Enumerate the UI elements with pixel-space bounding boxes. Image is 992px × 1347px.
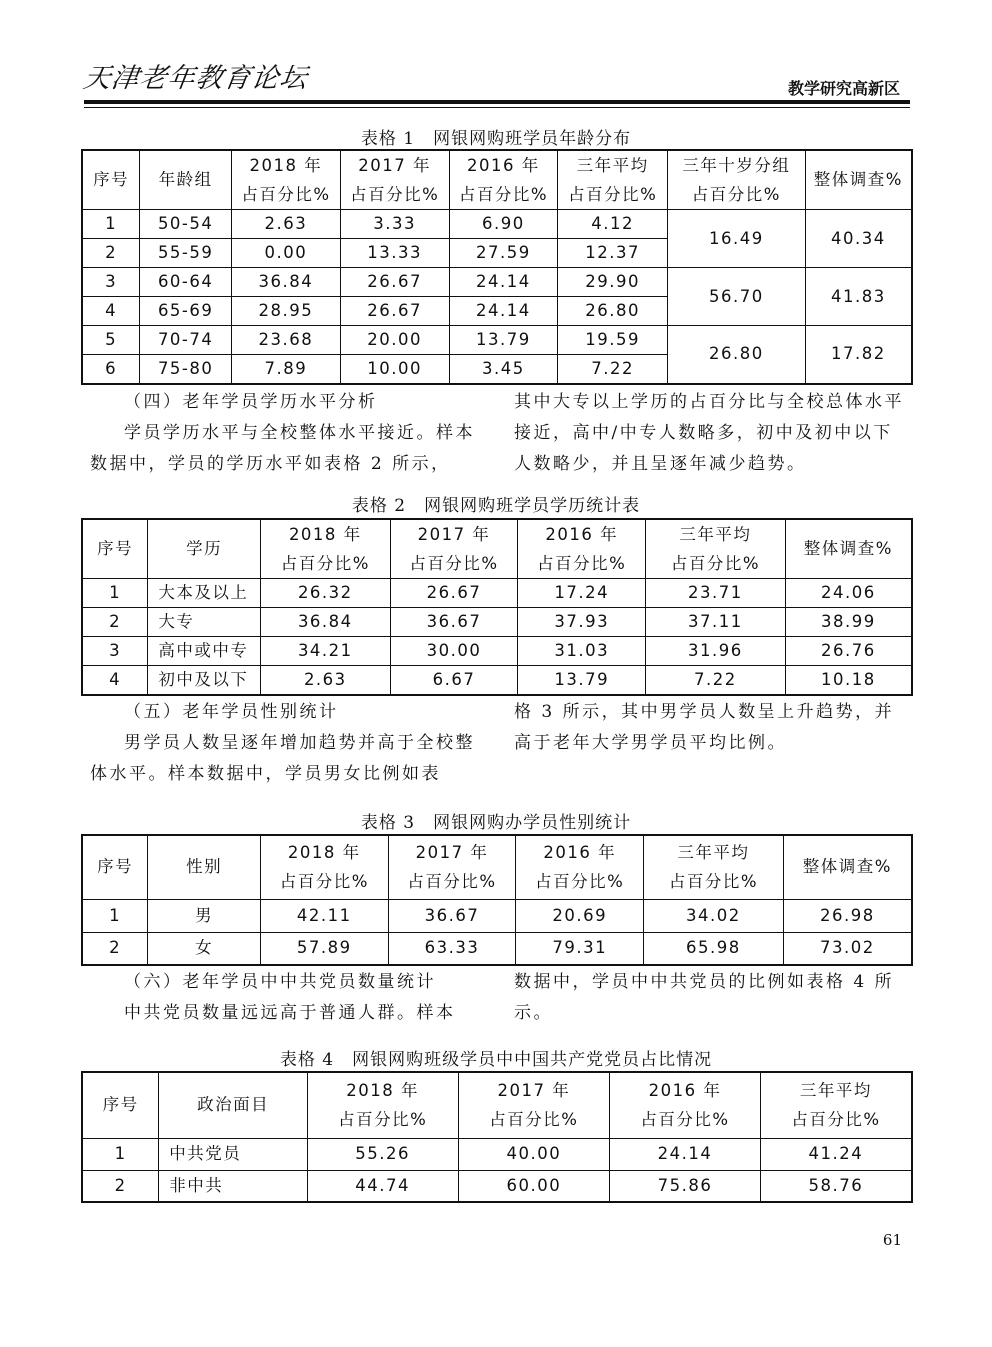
- cell-2017: 30.00: [390, 637, 518, 666]
- cell-no: 3: [82, 268, 140, 297]
- header-2016: 2016 年 占百分比%: [518, 519, 646, 579]
- section4-paragraph-cont: 其中大专以上学历的占百分比与全校总体水平接近，高中/中专人数略多，初中及初中以下人数略少，并且呈逐年减少趋势。: [514, 392, 904, 474]
- section5-paragraph-cont: 格 3 所示，其中男学员人数呈上升趋势，并高于老年大学男学员平均比例。: [514, 702, 895, 753]
- table-row: [82, 326, 912, 355]
- cell-2016: 13.79: [449, 326, 558, 355]
- cell-age-group: 50-54: [140, 210, 232, 239]
- journal-logo: 天津老年教育论坛: [81, 63, 310, 94]
- header-2017: 2017 年 占百分比%: [340, 150, 449, 210]
- cell-2016: 20.69: [516, 899, 644, 932]
- header-no: 序号: [82, 1072, 159, 1138]
- section4-left-column: [90, 387, 480, 480]
- cell-2017: 40.00: [458, 1138, 610, 1170]
- cell-2016: 24.14: [610, 1138, 761, 1170]
- table-row: [82, 666, 912, 695]
- cell-no: 2: [82, 239, 140, 268]
- cell-2018: 23.68: [232, 326, 341, 355]
- cell-2016: 37.93: [518, 608, 646, 637]
- cell-overall: 10.18: [785, 666, 912, 695]
- table2-caption: 表格 2 网银网购班学员学历统计表: [351, 496, 641, 516]
- cell-gender: 男: [148, 899, 261, 932]
- cell-2018: 36.84: [260, 608, 390, 637]
- cell-no: 6: [82, 355, 140, 384]
- header-2017: 2017 年 占百分比%: [388, 835, 516, 899]
- cell-overall: 73.02: [783, 932, 912, 965]
- table-row: [82, 608, 912, 637]
- table-row: [82, 899, 912, 932]
- cell-2018: 0.00: [232, 239, 341, 268]
- cell-political-status: 中共党员: [159, 1138, 308, 1170]
- table-row: [82, 1170, 912, 1202]
- cell-2017: 26.67: [340, 268, 449, 297]
- header-overall: 整体调查%: [805, 150, 912, 210]
- cell-avg: 58.76: [760, 1170, 912, 1202]
- cell-no: 1: [82, 899, 148, 932]
- cell-age-group: 65-69: [140, 297, 232, 326]
- header-overall: 整体调查%: [785, 519, 912, 579]
- header-2018: 2018 年 占百分比%: [260, 519, 390, 579]
- header-2018: 2018 年 占百分比%: [232, 150, 341, 210]
- cell-education: 大专: [148, 608, 261, 637]
- cell-2017: 13.33: [340, 239, 449, 268]
- cell-2017: 63.33: [388, 932, 516, 965]
- cell-2016: 27.59: [449, 239, 558, 268]
- cell-2018: 55.26: [307, 1138, 458, 1170]
- cell-avg: 7.22: [558, 355, 668, 384]
- cell-2017: 26.67: [390, 579, 518, 608]
- cell-2018: 2.63: [260, 666, 390, 695]
- section4-right-column: [514, 387, 906, 480]
- table3-gender-stats: [81, 834, 913, 966]
- cell-2018: 2.63: [232, 210, 341, 239]
- cell-2017: 20.00: [340, 326, 449, 355]
- section6-left-column: [90, 967, 480, 1029]
- cell-no: 1: [82, 210, 140, 239]
- cell-no: 4: [82, 297, 140, 326]
- cell-no: 4: [82, 666, 148, 695]
- cell-2016: 6.90: [449, 210, 558, 239]
- header-gender: 性别: [148, 835, 261, 899]
- cell-overall: 41.83: [805, 268, 912, 326]
- cell-avg: 34.02: [644, 899, 784, 932]
- header-education: 学历: [148, 519, 261, 579]
- cell-2018: 34.21: [260, 637, 390, 666]
- table-row: [82, 932, 912, 965]
- cell-2017: 26.67: [340, 297, 449, 326]
- cell-age-group: 75-80: [140, 355, 232, 384]
- header-no: 序号: [82, 150, 140, 210]
- cell-2017: 60.00: [458, 1170, 610, 1202]
- cell-2018: 28.95: [232, 297, 341, 326]
- section-tag: 教学研究高新区: [787, 79, 900, 98]
- table4-caption: 表格 4 网银网购班级学员中中国共产党党员占比情况: [279, 1050, 713, 1070]
- cell-no: 2: [82, 932, 148, 965]
- cell-2017: 6.67: [390, 666, 518, 695]
- table1-caption: 表格 1 网银网购班学员年龄分布: [360, 129, 632, 149]
- cell-2018: 36.84: [232, 268, 341, 297]
- cell-2016: 31.03: [518, 637, 646, 666]
- table-row: [82, 1138, 912, 1170]
- header-no: 序号: [82, 835, 148, 899]
- cell-education: 初中及以下: [148, 666, 261, 695]
- header-2017: 2017 年 占百分比%: [458, 1072, 610, 1138]
- cell-2016: 24.14: [449, 297, 558, 326]
- cell-avg: 26.80: [558, 297, 668, 326]
- cell-avg: 12.37: [558, 239, 668, 268]
- cell-overall: 40.34: [805, 210, 912, 268]
- cell-age-group: 70-74: [140, 326, 232, 355]
- section5-right-column: [514, 697, 906, 759]
- cell-2018: 7.89: [232, 355, 341, 384]
- header-overall: 整体调查%: [783, 835, 912, 899]
- cell-decade-group: 56.70: [668, 268, 806, 326]
- cell-2017: 10.00: [340, 355, 449, 384]
- cell-gender: 女: [148, 932, 261, 965]
- cell-no: 2: [82, 608, 148, 637]
- header-age-group: 年龄组: [140, 150, 232, 210]
- section4-paragraph: 学员学历水平与全校整体水平接近。样本数据中，学员的学历水平如表格 2 所示，: [90, 423, 475, 474]
- cell-avg: 23.71: [646, 579, 786, 608]
- cell-overall: 26.76: [785, 637, 912, 666]
- cell-overall: 24.06: [785, 579, 912, 608]
- header-rule-thin: [84, 107, 910, 108]
- cell-education: 高中或中专: [148, 637, 261, 666]
- cell-2016: 3.45: [449, 355, 558, 384]
- cell-education: 大本及以上: [148, 579, 261, 608]
- cell-age-group: 55-59: [140, 239, 232, 268]
- section6-paragraph-cont: 数据中，学员中中共党员的比例如表格 4 所示。: [514, 972, 895, 1023]
- section5-left-column: [90, 697, 480, 790]
- cell-2017: 36.67: [390, 608, 518, 637]
- section6-right-column: [514, 967, 906, 1029]
- table-header-row: [82, 519, 912, 579]
- cell-avg: 7.22: [646, 666, 786, 695]
- table-header-row: [82, 835, 912, 899]
- section4-heading: （四）老年学员学历水平分析: [124, 392, 378, 412]
- table3-caption: 表格 3 网银网购办学员性别统计: [360, 813, 632, 833]
- cell-2018: 44.74: [307, 1170, 458, 1202]
- table-header-row: [82, 150, 912, 210]
- cell-no: 1: [82, 579, 148, 608]
- cell-avg: 65.98: [644, 932, 784, 965]
- cell-2018: 57.89: [260, 932, 388, 965]
- section6-paragraph: 中共党员数量远远高于普通人群。样本: [124, 1003, 456, 1023]
- header-no: 序号: [82, 519, 148, 579]
- cell-2016: 24.14: [449, 268, 558, 297]
- table-row: [82, 210, 912, 239]
- cell-overall: 17.82: [805, 326, 912, 384]
- cell-avg: 41.24: [760, 1138, 912, 1170]
- cell-avg: 31.96: [646, 637, 786, 666]
- cell-decade-group: 16.49: [668, 210, 806, 268]
- cell-2017: 36.67: [388, 899, 516, 932]
- cell-overall: 26.98: [783, 899, 912, 932]
- header-three-year-avg: 三年平均 占百分比%: [558, 150, 668, 210]
- table4-party-member-ratio: [81, 1071, 913, 1203]
- cell-2017: 3.33: [340, 210, 449, 239]
- cell-2016: 13.79: [518, 666, 646, 695]
- header-2016: 2016 年 占百分比%: [516, 835, 644, 899]
- cell-overall: 38.99: [785, 608, 912, 637]
- header-three-year-avg: 三年平均 占百分比%: [646, 519, 786, 579]
- cell-no: 3: [82, 637, 148, 666]
- header-three-year-avg: 三年平均 占百分比%: [760, 1072, 912, 1138]
- cell-age-group: 60-64: [140, 268, 232, 297]
- section5-paragraph: 男学员人数呈逐年增加趋势并高于全校整体水平。样本数据中，学员男女比例如表: [90, 733, 475, 784]
- cell-political-status: 非中共: [159, 1170, 308, 1202]
- header-2016: 2016 年 占百分比%: [449, 150, 558, 210]
- header-political-status: 政治面目: [159, 1072, 308, 1138]
- cell-avg: 37.11: [646, 608, 786, 637]
- cell-decade-group: 26.80: [668, 326, 806, 384]
- cell-2018: 26.32: [260, 579, 390, 608]
- cell-no: 5: [82, 326, 140, 355]
- section6-heading: （六）老年学员中中共党员数量统计: [124, 972, 436, 992]
- cell-no: 2: [82, 1170, 159, 1202]
- header-rule-thick: [84, 100, 910, 104]
- header-2016: 2016 年 占百分比%: [610, 1072, 761, 1138]
- cell-2016: 17.24: [518, 579, 646, 608]
- table1-age-distribution: [81, 149, 913, 385]
- cell-2016: 75.86: [610, 1170, 761, 1202]
- cell-2016: 79.31: [516, 932, 644, 965]
- table-row: [82, 579, 912, 608]
- table-header-row: [82, 1072, 912, 1138]
- cell-no: 1: [82, 1138, 159, 1170]
- cell-avg: 29.90: [558, 268, 668, 297]
- table-row: [82, 268, 912, 297]
- cell-2018: 42.11: [260, 899, 388, 932]
- page-number: 61: [882, 1231, 902, 1249]
- header-2017: 2017 年 占百分比%: [390, 519, 518, 579]
- table2-education-stats: [81, 518, 913, 696]
- cell-avg: 4.12: [558, 210, 668, 239]
- header-2018: 2018 年 占百分比%: [260, 835, 388, 899]
- header-decade-group: 三年十岁分组 占百分比%: [668, 150, 806, 210]
- header-2018: 2018 年 占百分比%: [307, 1072, 458, 1138]
- header-three-year-avg: 三年平均 占百分比%: [644, 835, 784, 899]
- cell-avg: 19.59: [558, 326, 668, 355]
- table-row: [82, 637, 912, 666]
- section5-heading: （五）老年学员性别统计: [124, 702, 339, 722]
